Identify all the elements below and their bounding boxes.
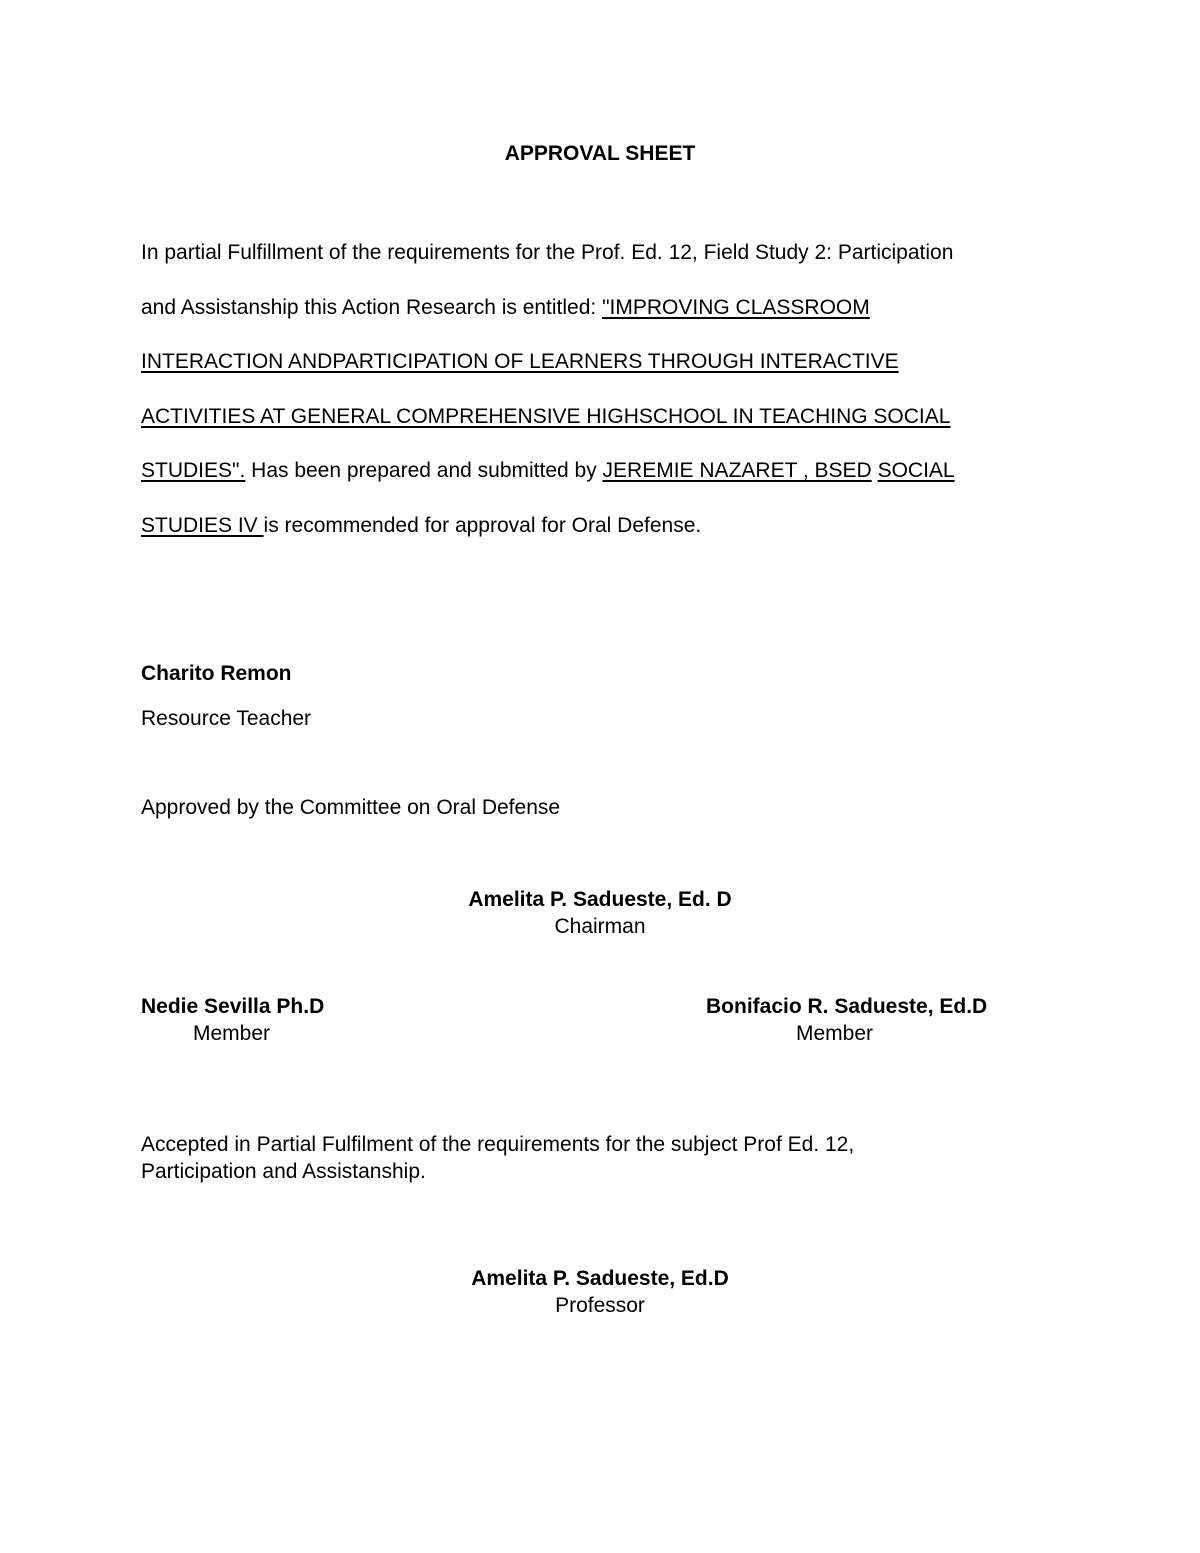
resource-teacher-role: Resource Teacher [141,707,312,730]
paragraph-line-1 [141,226,1061,281]
member-left-name: Nedie Sevilla Ph.D [141,995,325,1018]
paragraph-line-2-prefix: and Assistanship this Action Research is entitled: [141,295,603,319]
student-program-part-1: SOCIAL [877,459,955,482]
approval-paragraph [141,226,1061,553]
committee-label: Approved by the Committee on Oral Defense [141,796,561,819]
professor-block [0,1265,1200,1319]
acceptance-line-1: Accepted in Partial Fulfilment of the requirements for the subject Prof Ed. 12, [141,1133,855,1156]
chairman-role: Chairman [554,915,646,938]
research-title-part-2: INTERACTION ANDPARTICIPATION OF LEARNERS THROUGH INTERACTIVE [141,350,899,373]
member-right-name: Bonifacio R. Sadueste, Ed.D [706,995,988,1018]
paragraph-line-6-suffix: is recommended for approval for Oral Defense. [263,513,702,537]
paragraph-line-5-middle: Has been prepared and submitted by [245,459,603,482]
acceptance-line-2: Participation and Assistanship. [141,1160,426,1183]
student-program-part-2: STUDIES IV [141,513,264,537]
chairman-name: Amelita P. Sadueste, Ed. D [468,888,732,911]
paragraph-line-3 [141,335,1061,390]
research-title-part-3: ACTIVITIES AT GENERAL COMPREHENSIVE HIGHSCHOOL IN TEACHING SOCIAL [141,404,951,428]
paragraph-line-2 [141,281,1061,336]
chairman-block [0,886,1200,940]
professor-name: Amelita P. Sadueste, Ed.D [471,1267,729,1290]
professor-role: Professor [555,1294,645,1317]
paragraph-line-6 [141,499,1061,554]
acceptance-statement [141,1131,854,1185]
resource-teacher-name: Charito Remon [141,662,292,685]
research-title-part-1: "IMPROVING CLASSROOM [602,295,870,319]
research-title-part-4: STUDIES". [141,459,246,482]
member-right-role: Member [796,1022,874,1045]
student-name: JEREMIE NAZARET , BSED [602,459,872,482]
paragraph-line-5 [141,444,1061,499]
page-title: APPROVAL SHEET [504,142,696,165]
paragraph-line-4 [141,390,1061,445]
member-left-role: Member [193,1022,271,1045]
paragraph-line-1-text: In partial Fulfillment of the requirements for the Prof. Ed. 12, Field Study 2: Participation [141,241,954,264]
